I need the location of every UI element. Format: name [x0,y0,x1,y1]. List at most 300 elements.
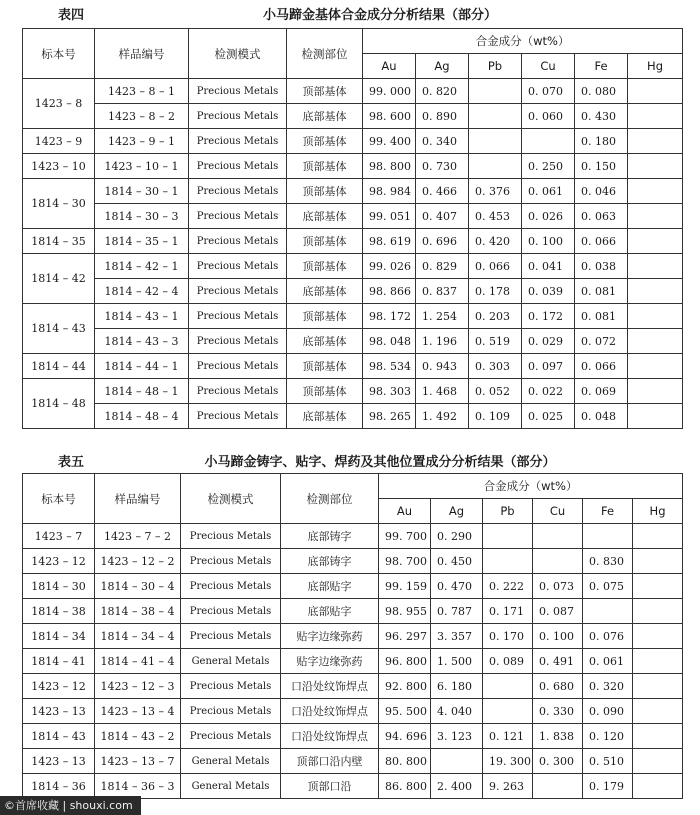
col-header-alloy: 合金成分（wt%） [379,474,683,499]
specimen-cell: 1814 – 42 [23,254,95,304]
value-cell: 98. 619 [363,229,416,254]
value-cell: 0. 100 [522,229,575,254]
position-cell: 顶部口沿 [281,774,379,799]
mode-cell: Precious Metals [189,179,287,204]
value-cell [628,129,683,154]
value-cell: 0. 730 [416,154,469,179]
table-row [23,279,683,304]
value-cell [633,774,683,799]
specimen-cell: 1814 – 44 [23,354,95,379]
sample-cell: 1814 – 48 – 1 [95,379,189,404]
position-cell: 口沿处纹饰焊点 [281,724,379,749]
value-cell: 0. 060 [522,104,575,129]
table-row [23,674,683,699]
sample-cell: 1814 – 36 – 3 [95,774,181,799]
value-cell: 0. 073 [533,574,583,599]
table-row [23,599,683,624]
value-cell [633,724,683,749]
mode-cell: General Metals [181,774,281,799]
value-cell: 0. 022 [522,379,575,404]
table-row [23,254,683,279]
value-cell: 0. 081 [575,304,628,329]
value-cell: 98. 048 [363,329,416,354]
value-cell: 0. 048 [575,404,628,429]
col-header-element: Hg [628,54,683,79]
value-cell: 98. 984 [363,179,416,204]
table-row [23,524,683,549]
value-cell: 0. 170 [483,624,533,649]
value-cell: 2. 400 [431,774,483,799]
sample-cell: 1423 – 10 – 1 [95,154,189,179]
value-cell: 0. 066 [575,229,628,254]
value-cell: 0. 453 [469,204,522,229]
value-cell [469,129,522,154]
sample-cell: 1423 – 8 – 1 [95,79,189,104]
value-cell [633,524,683,549]
col-header-element: Pb [469,54,522,79]
value-cell: 0. 466 [416,179,469,204]
value-cell: 99. 051 [363,204,416,229]
value-cell: 92. 800 [379,674,431,699]
col-header-element: Cu [522,54,575,79]
table-row [23,379,683,404]
table4 [22,28,683,429]
col-header-element: Au [363,54,416,79]
mode-cell: Precious Metals [181,574,281,599]
value-cell: 98. 955 [379,599,431,624]
position-cell: 口沿处纹饰焊点 [281,674,379,699]
value-cell: 0. 026 [522,204,575,229]
mode-cell: Precious Metals [189,354,287,379]
value-cell [483,674,533,699]
value-cell: 0. 340 [416,129,469,154]
mode-cell: Precious Metals [189,379,287,404]
value-cell [628,254,683,279]
col-header-specimen: 标本号 [23,474,95,524]
col-header-position: 检测部位 [287,29,363,79]
col-header-element: Au [379,499,431,524]
table-row [23,204,683,229]
value-cell: 0. 063 [575,204,628,229]
value-cell: 98. 800 [363,154,416,179]
sample-cell: 1814 – 43 – 3 [95,329,189,354]
specimen-cell: 1814 – 30 [23,574,95,599]
position-cell: 顶部基体 [287,154,363,179]
value-cell [628,154,683,179]
value-cell: 0. 519 [469,329,522,354]
sample-cell: 1814 – 30 – 1 [95,179,189,204]
col-header-element: Fe [583,499,633,524]
value-cell: 98. 265 [363,404,416,429]
table-row [23,179,683,204]
sample-cell: 1814 – 30 – 4 [95,574,181,599]
value-cell [633,574,683,599]
position-cell: 顶部基体 [287,79,363,104]
col-header-specimen: 标本号 [23,29,95,79]
value-cell: 99. 700 [379,524,431,549]
sample-cell: 1423 – 12 – 3 [95,674,181,699]
value-cell: 0. 680 [533,674,583,699]
sample-cell: 1814 – 43 – 1 [95,304,189,329]
value-cell: 0. 070 [522,79,575,104]
position-cell: 顶部基体 [287,304,363,329]
sample-cell: 1423 – 13 – 7 [95,749,181,774]
table-row [23,699,683,724]
value-cell [483,549,533,574]
value-cell: 0. 061 [522,179,575,204]
mode-cell: Precious Metals [181,524,281,549]
value-cell [483,699,533,724]
value-cell: 0. 046 [575,179,628,204]
table5 [22,473,683,799]
position-cell: 口沿处纹饰焊点 [281,699,379,724]
specimen-cell: 1814 – 30 [23,179,95,229]
specimen-cell: 1814 – 48 [23,379,95,429]
col-header-mode: 检测模式 [189,29,287,79]
value-cell: 0. 376 [469,179,522,204]
specimen-cell: 1423 – 9 [23,129,95,154]
sample-cell: 1814 – 44 – 1 [95,354,189,379]
table-row [23,79,683,104]
specimen-cell: 1423 – 10 [23,154,95,179]
value-cell: 4. 040 [431,699,483,724]
value-cell: 0. 179 [583,774,633,799]
value-cell [469,154,522,179]
value-cell: 0. 041 [522,254,575,279]
value-cell: 0. 097 [522,354,575,379]
value-cell: 98. 534 [363,354,416,379]
position-cell: 顶部基体 [287,354,363,379]
position-cell: 顶部基体 [287,254,363,279]
sample-cell: 1814 – 35 – 1 [95,229,189,254]
value-cell: 0. 180 [575,129,628,154]
value-cell: 3. 357 [431,624,483,649]
value-cell: 1. 254 [416,304,469,329]
specimen-cell: 1814 – 43 [23,304,95,354]
value-cell: 0. 303 [469,354,522,379]
value-cell: 0. 820 [416,79,469,104]
value-cell: 0. 407 [416,204,469,229]
value-cell [628,354,683,379]
specimen-cell: 1423 – 8 [23,79,95,129]
value-cell: 0. 171 [483,599,533,624]
col-header-sample: 样品编号 [95,29,189,79]
value-cell [628,304,683,329]
position-cell: 贴字边缘弥药 [281,649,379,674]
position-cell: 顶部基体 [287,179,363,204]
value-cell [633,674,683,699]
position-cell: 顶部基体 [287,129,363,154]
value-cell: 0. 178 [469,279,522,304]
value-cell [633,599,683,624]
col-header-element: Ag [431,499,483,524]
mode-cell: Precious Metals [189,254,287,279]
col-header-element: Ag [416,54,469,79]
value-cell [483,524,533,549]
value-cell: 99. 000 [363,79,416,104]
table-row [23,154,683,179]
value-cell: 1. 196 [416,329,469,354]
mode-cell: Precious Metals [189,154,287,179]
value-cell: 0. 830 [583,549,633,574]
sample-cell: 1814 – 48 – 4 [95,404,189,429]
value-cell [431,749,483,774]
table5-title: 小马蹄金铸字、贴字、焊药及其他位置成分分析结果（部分） [204,455,556,470]
table4-caption [0,0,700,22]
mode-cell: Precious Metals [181,549,281,574]
value-cell: 0. 075 [583,574,633,599]
col-header-element: Fe [575,54,628,79]
sample-cell: 1423 – 8 – 2 [95,104,189,129]
table-row [23,574,683,599]
table-row [23,304,683,329]
table5-label: 表五 [58,455,85,470]
value-cell: 86. 800 [379,774,431,799]
watermark: ©首席收藏 | shouxi.com [0,796,141,815]
value-cell: 0. 052 [469,379,522,404]
table-row [23,329,683,354]
value-cell: 99. 159 [379,574,431,599]
value-cell [628,179,683,204]
value-cell: 0. 080 [575,79,628,104]
value-cell: 0. 829 [416,254,469,279]
position-cell: 底部基体 [287,404,363,429]
value-cell: 0. 430 [575,104,628,129]
mode-cell: Precious Metals [181,724,281,749]
value-cell: 1. 468 [416,379,469,404]
specimen-cell: 1814 – 38 [23,599,95,624]
sample-cell: 1814 – 43 – 2 [95,724,181,749]
value-cell: 0. 172 [522,304,575,329]
value-cell: 0. 150 [575,154,628,179]
table-row [23,774,683,799]
position-cell: 底部基体 [287,279,363,304]
value-cell: 96. 297 [379,624,431,649]
value-cell: 0. 090 [583,699,633,724]
position-cell: 顶部口沿内壁 [281,749,379,774]
value-cell: 0. 039 [522,279,575,304]
mode-cell: Precious Metals [189,329,287,354]
value-cell [628,279,683,304]
position-cell: 顶部基体 [287,379,363,404]
sample-cell: 1423 – 12 – 2 [95,549,181,574]
value-cell: 1. 492 [416,404,469,429]
value-cell [533,774,583,799]
value-cell: 0. 066 [575,354,628,379]
value-cell: 96. 800 [379,649,431,674]
value-cell: 99. 400 [363,129,416,154]
mode-cell: Precious Metals [189,229,287,254]
sample-cell: 1814 – 41 – 4 [95,649,181,674]
table-row [23,649,683,674]
value-cell [628,329,683,354]
mode-cell: General Metals [181,749,281,774]
value-cell [533,524,583,549]
sample-cell: 1423 – 9 – 1 [95,129,189,154]
value-cell: 98. 866 [363,279,416,304]
mode-cell: Precious Metals [189,279,287,304]
value-cell: 99. 026 [363,254,416,279]
table4-label: 表四 [58,8,85,23]
value-cell [628,104,683,129]
specimen-cell: 1423 – 12 [23,549,95,574]
table-row [23,724,683,749]
value-cell [583,524,633,549]
value-cell [628,404,683,429]
value-cell: 0. 087 [533,599,583,624]
col-header-element: Pb [483,499,533,524]
value-cell [522,129,575,154]
position-cell: 贴字边缘弥药 [281,624,379,649]
sample-cell: 1814 – 42 – 4 [95,279,189,304]
mode-cell: Precious Metals [189,129,287,154]
value-cell: 0. 121 [483,724,533,749]
value-cell: 0. 029 [522,329,575,354]
sample-cell: 1423 – 13 – 4 [95,699,181,724]
value-cell [583,599,633,624]
specimen-cell: 1814 – 41 [23,649,95,674]
value-cell: 0. 061 [583,649,633,674]
specimen-cell: 1814 – 35 [23,229,95,254]
value-cell: 0. 066 [469,254,522,279]
col-header-mode: 检测模式 [181,474,281,524]
table-row [23,549,683,574]
value-cell [628,229,683,254]
specimen-cell: 1423 – 12 [23,674,95,699]
sample-cell: 1814 – 34 – 4 [95,624,181,649]
value-cell: 80. 800 [379,749,431,774]
position-cell: 底部基体 [287,329,363,354]
value-cell: 0. 076 [583,624,633,649]
value-cell [628,204,683,229]
table-row [23,129,683,154]
value-cell [628,379,683,404]
value-cell [633,699,683,724]
value-cell: 0. 837 [416,279,469,304]
value-cell: 0. 069 [575,379,628,404]
mode-cell: Precious Metals [189,79,287,104]
value-cell: 0. 038 [575,254,628,279]
col-header-alloy: 合金成分（wt%） [363,29,683,54]
specimen-cell: 1423 – 7 [23,524,95,549]
sample-cell: 1814 – 38 – 4 [95,599,181,624]
table-row [23,404,683,429]
specimen-cell: 1423 – 13 [23,699,95,724]
mode-cell: Precious Metals [181,674,281,699]
value-cell [628,79,683,104]
mode-cell: Precious Metals [189,204,287,229]
value-cell: 0. 420 [469,229,522,254]
value-cell: 6. 180 [431,674,483,699]
mode-cell: Precious Metals [189,104,287,129]
table-row [23,749,683,774]
specimen-cell: 1814 – 43 [23,724,95,749]
value-cell: 98. 600 [363,104,416,129]
value-cell: 1. 838 [533,724,583,749]
value-cell: 3. 123 [431,724,483,749]
value-cell: 1. 500 [431,649,483,674]
value-cell: 98. 303 [363,379,416,404]
mode-cell: Precious Metals [189,304,287,329]
sample-cell: 1814 – 42 – 1 [95,254,189,279]
value-cell: 0. 491 [533,649,583,674]
table-row [23,229,683,254]
mode-cell: Precious Metals [181,624,281,649]
col-header-element: Cu [533,499,583,524]
value-cell: 0. 222 [483,574,533,599]
value-cell: 0. 072 [575,329,628,354]
table-row [23,624,683,649]
value-cell: 19. 300 [483,749,533,774]
value-cell: 0. 890 [416,104,469,129]
value-cell: 0. 290 [431,524,483,549]
value-cell: 0. 787 [431,599,483,624]
value-cell: 95. 500 [379,699,431,724]
value-cell: 0. 696 [416,229,469,254]
value-cell: 0. 120 [583,724,633,749]
specimen-cell: 1814 – 34 [23,624,95,649]
mode-cell: Precious Metals [181,699,281,724]
position-cell: 底部基体 [287,104,363,129]
value-cell: 0. 081 [575,279,628,304]
specimen-cell: 1423 – 13 [23,749,95,774]
mode-cell: Precious Metals [181,599,281,624]
value-cell: 0. 025 [522,404,575,429]
value-cell [469,79,522,104]
value-cell: 0. 203 [469,304,522,329]
position-cell: 底部贴字 [281,599,379,624]
value-cell [533,549,583,574]
value-cell: 0. 450 [431,549,483,574]
value-cell: 0. 470 [431,574,483,599]
value-cell: 0. 100 [533,624,583,649]
value-cell: 98. 172 [363,304,416,329]
mode-cell: General Metals [181,649,281,674]
value-cell [633,649,683,674]
value-cell: 98. 700 [379,549,431,574]
position-cell: 底部基体 [287,204,363,229]
table4-title: 小马蹄金基体合金成分分析结果（部分） [262,8,497,23]
value-cell: 94. 696 [379,724,431,749]
value-cell: 0. 300 [533,749,583,774]
sample-cell: 1814 – 30 – 3 [95,204,189,229]
position-cell: 顶部基体 [287,229,363,254]
value-cell [633,549,683,574]
value-cell [633,624,683,649]
position-cell: 底部铸字 [281,549,379,574]
table-row [23,104,683,129]
specimen-cell: 1814 – 36 [23,774,95,799]
position-cell: 底部贴字 [281,574,379,599]
sample-cell: 1423 – 7 – 2 [95,524,181,549]
mode-cell: Precious Metals [189,404,287,429]
value-cell [469,104,522,129]
value-cell: 0. 330 [533,699,583,724]
value-cell: 9. 263 [483,774,533,799]
table-row [23,354,683,379]
value-cell: 0. 109 [469,404,522,429]
value-cell: 0. 250 [522,154,575,179]
value-cell: 0. 320 [583,674,633,699]
value-cell [633,749,683,774]
value-cell: 0. 089 [483,649,533,674]
table5-caption [0,447,700,469]
position-cell: 底部铸字 [281,524,379,549]
col-header-element: Hg [633,499,683,524]
col-header-sample: 样品编号 [95,474,181,524]
value-cell: 0. 943 [416,354,469,379]
value-cell: 0. 510 [583,749,633,774]
